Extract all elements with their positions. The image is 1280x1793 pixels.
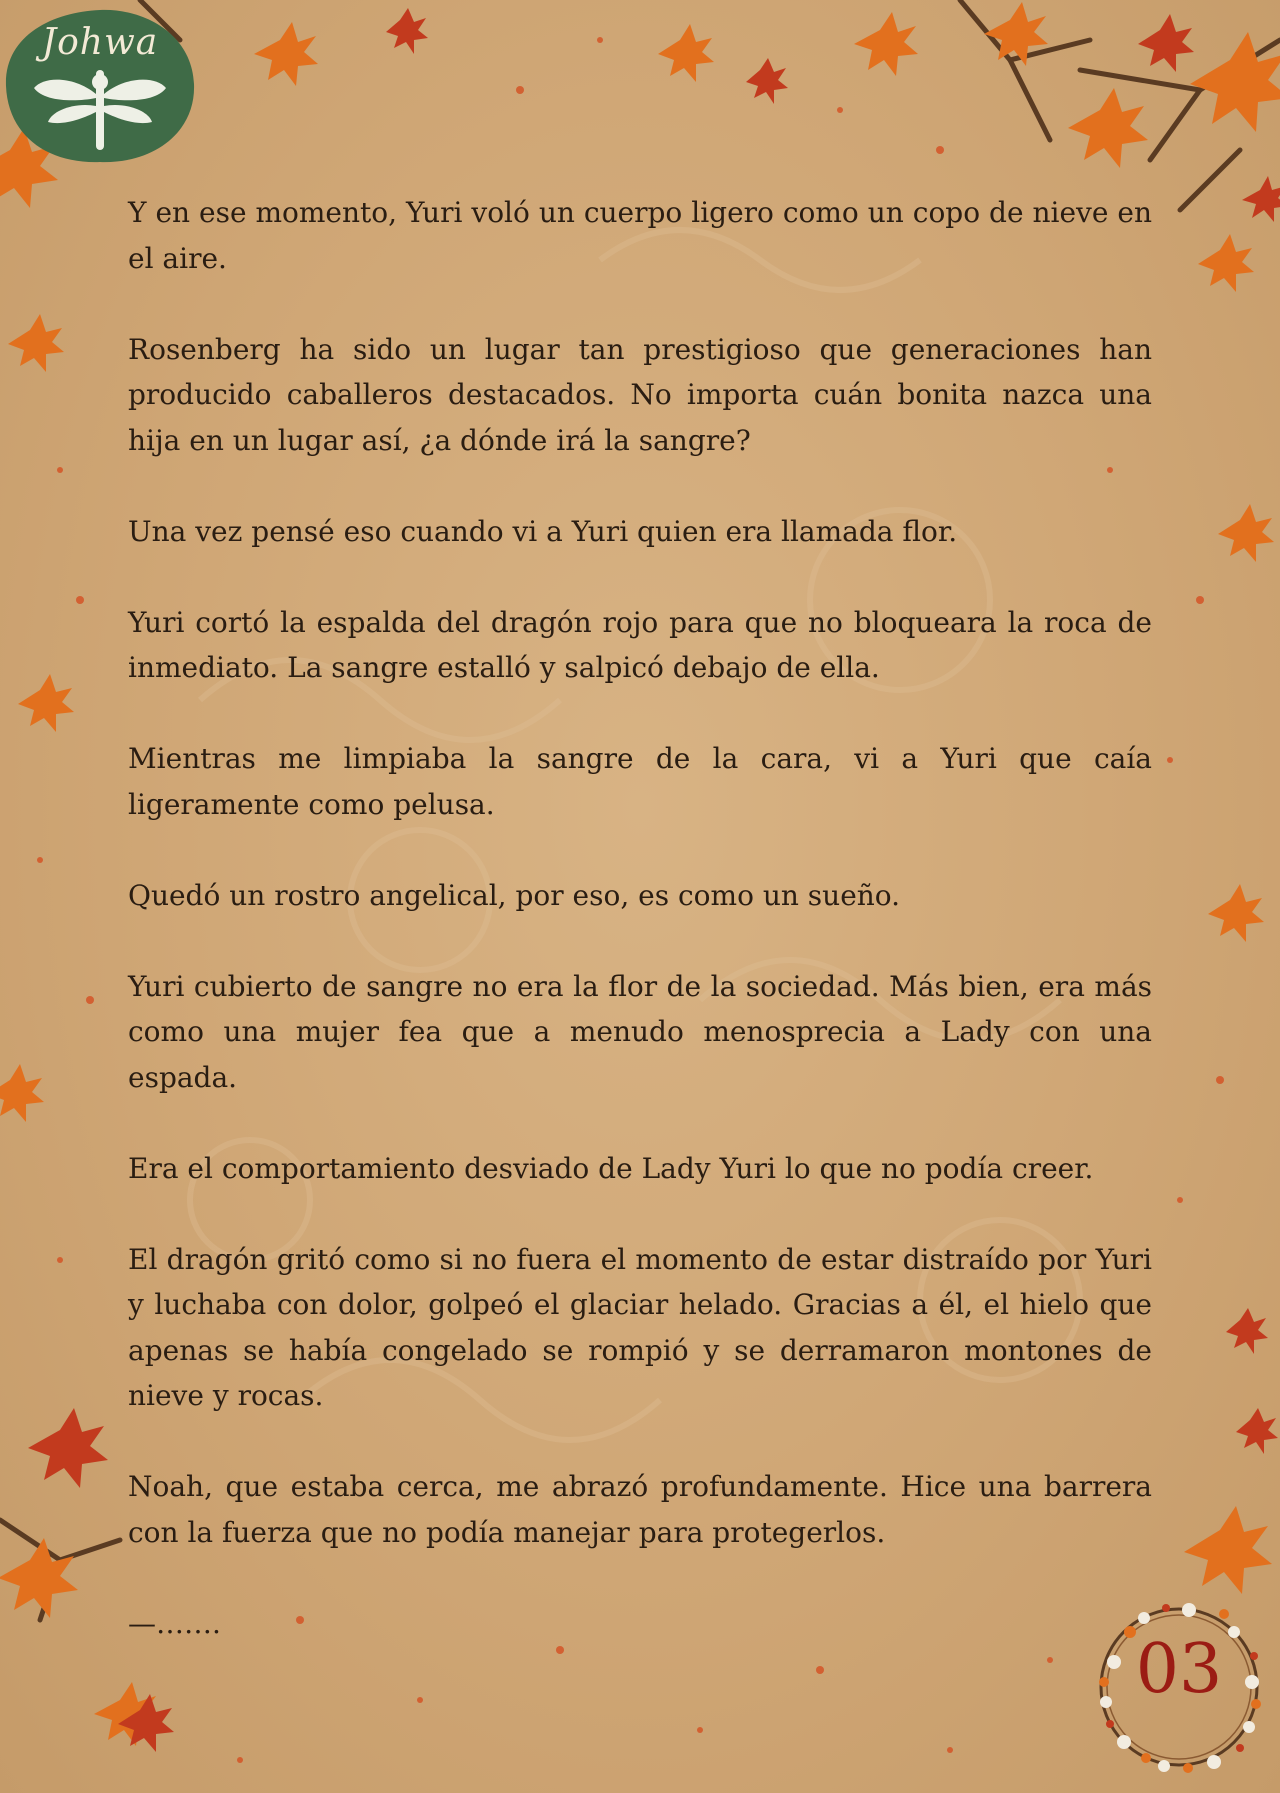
paragraph: —……. [128, 1606, 221, 1640]
johwa-logo [4, 6, 196, 166]
paragraph: Quedó un rostro angelical, por eso, es como un sueño. [128, 878, 901, 912]
paragraph: Noah, que estaba cerca, me abrazó profundamente. Hice una barrera con la fuerza que no podía manejar para protegerlos. [128, 1470, 1152, 1549]
paragraph: Mientras me limpiaba la sangre de la cara, vi a Yuri que caía ligeramente como pelusa. [128, 742, 1152, 821]
paragraph: Yuri cortó la espalda del dragón rojo para que no bloqueara la roca de inmediato. La sangre estalló y salpicó debajo de ella. [128, 605, 1152, 684]
logo-text: Johwa [41, 22, 159, 63]
paragraph: Una vez pensé eso cuando vi a Yuri quien era llamada flor. [128, 514, 958, 548]
story-text [128, 190, 1152, 1692]
paragraph: Y en ese momento, Yuri voló un cuerpo ligero como un copo de nieve en el aire. [128, 196, 1152, 275]
page-number: 03 [1135, 1630, 1223, 1709]
paragraph: Era el comportamiento desviado de Lady Yuri lo que no podía creer. [128, 1151, 1094, 1185]
paragraph: Yuri cubierto de sangre no era la flor de la sociedad. Más bien, era más como una mujer fea que a menudo menosprecia a Lady con una espada. [128, 969, 1152, 1094]
paragraph: Rosenberg ha sido un lugar tan prestigioso que generaciones han producido caballeros destacados. No importa cuán bonita nazca una hija en un lugar así, ¿a dónde irá la sangre? [128, 332, 1152, 457]
paragraph: El dragón gritó como si no fuera el momento de estar distraído por Yuri y luchaba con dolor, golpeó el glaciar helado. Gracias a él, el hielo que apenas se había congelado se rompió y se derramaron montones de nieve y rocas. [128, 1242, 1152, 1412]
page-number-badge [1084, 1592, 1274, 1782]
